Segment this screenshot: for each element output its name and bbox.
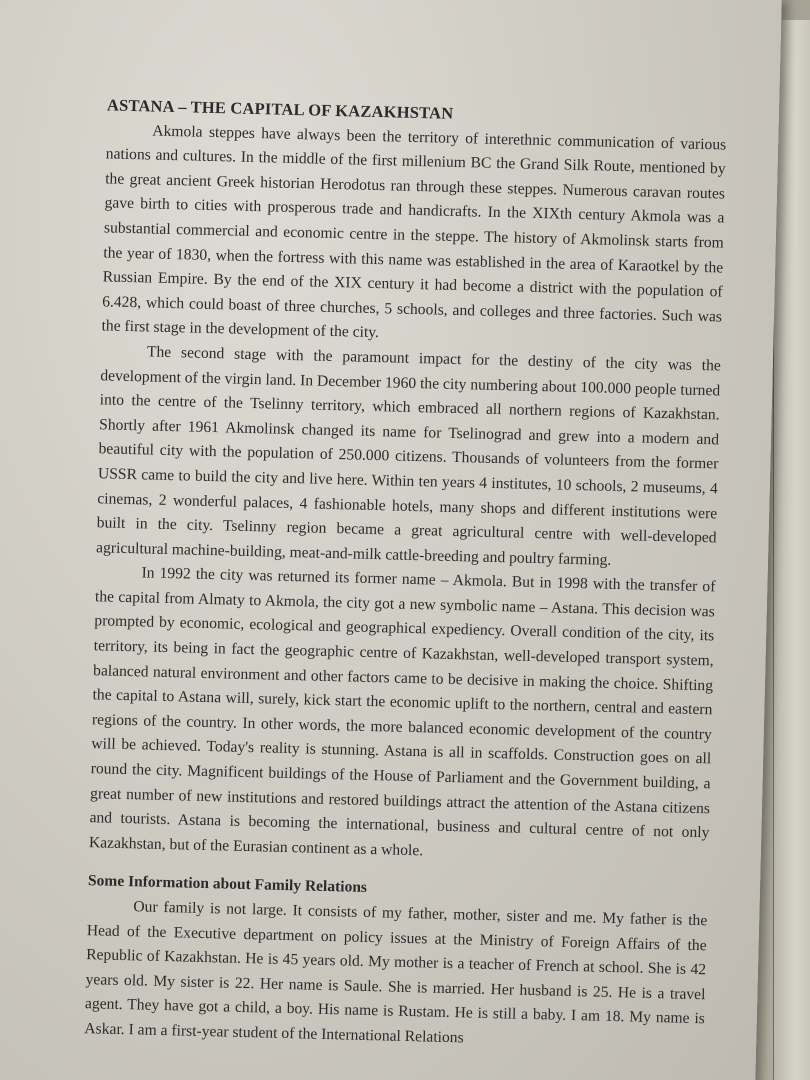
next-page-edge: [773, 20, 810, 1080]
page-text: [84, 93, 727, 1056]
paragraph-virgin-land: The second stage with the paramount impact for the destiny of the city was the development of the virgin land. In December 1960 the city numbering about 100.000 people turned into the centre of the Tselinny territory, which embraced all northern regions of Kazakhstan. Shortly after 1961 Akmolinsk changed its name for Tselinograd and grew into a modern and beautiful city with the population of 250.000 citizens. Thousands of volunteers from the former USSR came to build the city and live here. Within ten years 4 institutes, 10 schools, 2 museums, 4 cinemas, 2 wonderful palaces, 4 fashionable hotels, many shops and different institutions were built in the city. Tselinny region became a great agricultural centre with well-developed agricultural machine-building, meat-and-milk cattle-breeding and poultry farming.: [95, 343, 722, 569]
paragraph-family: Our family is not large. It consists of my father, mother, sister and me. My father is the Head of the Executive department on policy issues at the Ministry of Foreign Affairs of the Republic of Kazakhstan. He is 45 years old. My mother is a teacher of French at school. She is 42 years old. My sister is 22. Her name is Saule. She is married. Her husband is 25. He is a travel agent. They have got a child, a boy. His name is Rustam. He is still a baby. I am 18. My name is Askar. I am a first-year student of the International Relations: [84, 898, 708, 1047]
paragraph-capital-transfer: In 1992 the city was returned its former name – Akmola. But in 1998 with the transfer of the capital from Almaty to Akmola, the city got a new symbolic name – Astana. This decision was prompted by economic, ecological and geographical expediency. Overall condition of the city, its territory, its being in fact the geographic centre of Kazakhstan, well-developed transport system, balanced natural environment and other factors came to be decisive in making the choice. Shifting the capital to Astana will, surely, kick start the economic uplift to the northern, central and eastern regions of the country. In other words, the more balanced economic development of the country will be achieved. Today's reality is stunning. Astana is all in scaffolds. Construction goes on all round the city. Magnificent buildings of the House of Parliament and the Government building, a great number of new institutions and restored buildings attract the attention of the Astana citizens and tourists. Astana is becoming the international, business and cultural centre of not only Kazakhstan, but of the Eurasian continent as a whole.: [88, 564, 716, 860]
paragraph-history: Akmola steppes have always been the territory of interethnic communication of various nations and cultures. In the middle of the first millenium BC the Grand Silk Route, mentioned by the great ancient Greek historian Herodotus ran through these steppes. Numerous caravan routes gave birth to cities with prosperous trade and handicrafts. In the XIXth century Akmola was a substantial commercial and economic centre in the steppe. The history of Akmolinsk starts from the year of 1830, when the fortress with this name was established in the area of Karaotkel by the Russian Empire. By the end of the XIX century it had become a district with the population of 6.428, which could boast of three churches, 5 schools, and colleges and three factories. Such was the first stage in the development of the city.: [101, 122, 727, 342]
page-title: ASTANA – THE CAPITAL OF KAZAKHSTAN: [106, 95, 454, 123]
section-heading: Some Information about Family Relations: [87, 872, 368, 897]
